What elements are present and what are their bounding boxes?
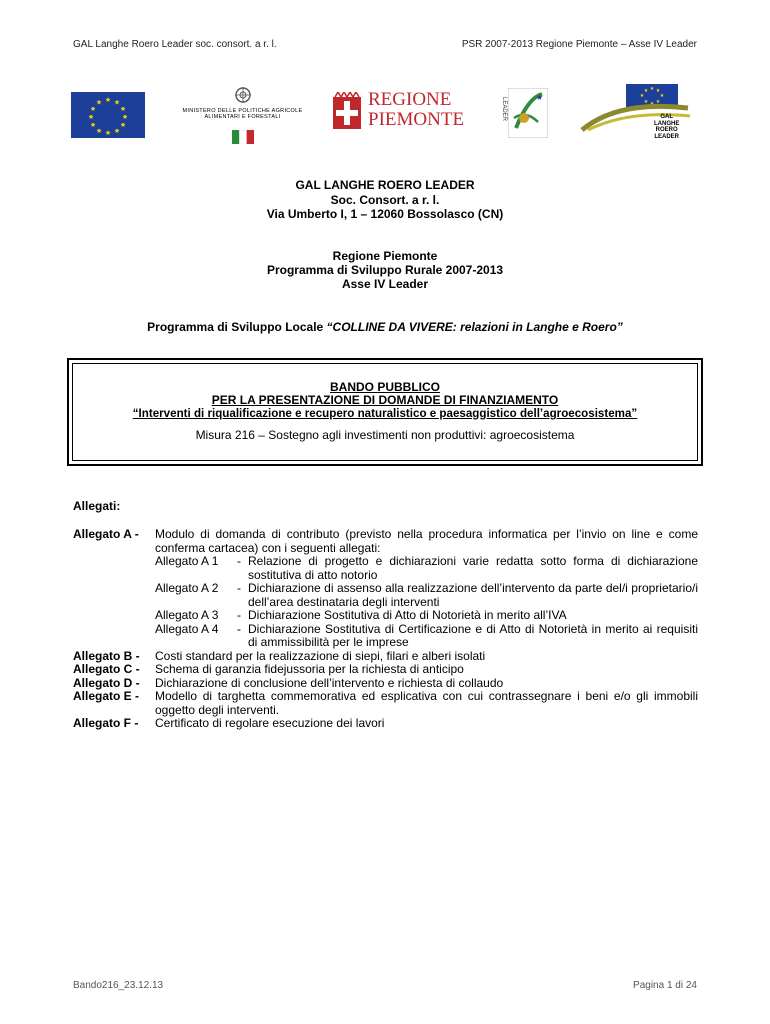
- running-header-right: PSR 2007-2013 Regione Piemonte – Asse IV Leader: [461, 39, 697, 50]
- bando-line3: “Interventi di riqualificazione e recupero naturalistico e paesaggistico dell’agroecosistema”: [132, 407, 638, 420]
- svg-text:★: ★: [655, 88, 661, 94]
- sub-allegato-text: Dichiarazione Sostitutiva di Atto di Notorietà in merito all’IVA: [248, 608, 567, 622]
- allegato-text: Modello di targhetta commemorativa ed esplicativa con cui contrassegnare i beni e/o gli immobili oggetto degli interventi.: [155, 689, 698, 717]
- allegato-text: Dichiarazione di conclusione dell’intervento e richiesta di collaudo: [155, 675, 504, 690]
- svg-text:★: ★: [95, 98, 103, 107]
- bando-inner-frame: [72, 363, 698, 461]
- gal-line4: LEADER: [654, 133, 679, 140]
- svg-text:★: ★: [639, 93, 645, 99]
- gal-line1: GAL: [660, 114, 673, 120]
- svg-text:★: ★: [121, 113, 129, 121]
- svg-text:★: ★: [104, 96, 112, 104]
- italian-flag-icon: [232, 130, 254, 144]
- svg-text:★: ★: [655, 99, 661, 105]
- svg-text:★: ★: [649, 101, 655, 107]
- gal-mark-icon: [578, 82, 698, 132]
- sub-allegato-dash: -: [237, 554, 241, 568]
- sub-allegato: [155, 609, 698, 623]
- svg-text:★: ★: [113, 127, 121, 135]
- allegato-label: Allegato A -: [73, 527, 139, 541]
- allegato-text: Schema di garanzia fidejussoria per la richiesta di anticipo: [155, 662, 464, 676]
- region-name: Regione Piemonte: [332, 249, 438, 263]
- axis-name: Asse IV Leader: [341, 277, 429, 291]
- svg-text:★: ★: [659, 93, 665, 99]
- allegato-f: [73, 717, 698, 731]
- org-name: GAL LANGHE ROERO LEADER: [295, 178, 475, 192]
- allegato-label: Allegato B -: [73, 648, 140, 663]
- sub-allegato: [155, 582, 698, 609]
- leader-mark-icon: [508, 88, 548, 138]
- svg-text:★: ★: [119, 105, 127, 113]
- org-address: Via Umberto I, 1 – 12060 Bossolasco (CN): [266, 207, 504, 221]
- ministero-logo: [175, 86, 310, 148]
- allegato-c: [73, 663, 698, 677]
- regione-line2: PIEMONTE: [368, 109, 465, 130]
- sub-allegato-dash: -: [237, 581, 241, 595]
- gal-line3: ROERO: [655, 127, 678, 133]
- sub-allegato-label: Allegato A 3: [155, 608, 219, 622]
- gal-logo: [578, 82, 698, 148]
- allegato-a: [73, 528, 698, 555]
- emblem-icon: [234, 86, 252, 104]
- sub-allegato-text: Relazione di progetto e dichiarazioni varie redatta sotto forma di dichiarazione sostitutiva di atto notorio: [248, 554, 698, 582]
- svg-text:★: ★: [113, 98, 121, 107]
- allegati-heading: Allegati:: [73, 499, 121, 513]
- footer-filename: Bando216_23.12.13: [73, 980, 164, 991]
- logo-strip: [0, 80, 770, 148]
- local-program: [0, 320, 770, 335]
- allegato-text: Certificato di regolare esecuzione dei lavori: [155, 716, 385, 730]
- svg-text:★: ★: [95, 127, 103, 135]
- local-program-name: “COLLINE DA VIVERE: relazioni in Langhe e Roero”: [326, 320, 623, 334]
- svg-text:★: ★: [89, 105, 97, 113]
- program-name: Programma di Sviluppo Rurale 2007-2013: [266, 263, 504, 277]
- svg-text:★: ★: [649, 86, 655, 92]
- bando-line2: PER LA PRESENTAZIONE DI DOMANDE DI FINANZIAMENTO: [211, 393, 559, 407]
- svg-text:★: ★: [643, 99, 649, 105]
- svg-text:★: ★: [643, 88, 649, 94]
- allegato-b: [73, 650, 698, 664]
- footer-page-number: Pagina 1 di 24: [633, 980, 697, 991]
- sub-allegato-label: Allegato A 1: [155, 554, 219, 568]
- regione-crest-icon: [332, 92, 362, 130]
- org-company: Soc. Consort. a r. l.: [330, 193, 440, 207]
- allegato-label: Allegato F -: [73, 716, 139, 730]
- sub-allegato-text: Dichiarazione Sostitutiva di Certificazione e di Atto di Notorietà in merito ai requisiti di ammissibilità per le imprese: [248, 621, 698, 649]
- allegato-text: Modulo di domanda di contributo (previsto nella procedura informatica per l’invio on line e come conferma cartacea) con i seguenti allegati:: [155, 527, 698, 555]
- bando-measure: Misura 216 – Sostegno agli investimenti non produttivi: agroecosistema: [195, 428, 575, 442]
- sub-allegato-dash: -: [237, 608, 241, 622]
- regione-line1: REGIONE: [368, 89, 452, 110]
- sub-allegato-dash: -: [237, 621, 241, 636]
- ministero-line1: MINISTERO DELLE POLITICHE AGRICOLE: [182, 108, 303, 114]
- allegato-label: Allegato D -: [73, 675, 140, 690]
- svg-text:★: ★: [536, 93, 544, 102]
- allegato-label: Allegato E -: [73, 689, 140, 703]
- regione-piemonte-logo: [332, 90, 467, 132]
- gal-line2: LANGHE: [654, 120, 680, 127]
- allegati-list: [73, 528, 698, 731]
- sub-allegato: [155, 623, 698, 650]
- allegato-d: [73, 677, 698, 691]
- local-program-prefix: Programma di Sviluppo Locale: [147, 320, 327, 334]
- leader-text: LEADER: [501, 96, 508, 122]
- allegato-e: [73, 690, 698, 717]
- running-header-left: GAL Langhe Roero Leader soc. consort. a r. l.: [73, 39, 277, 50]
- sub-allegato-label: Allegato A 4: [155, 621, 219, 636]
- eu-flag-logo: [71, 92, 145, 138]
- sub-allegato: [155, 555, 698, 582]
- sub-allegato-label: Allegato A 2: [155, 581, 219, 595]
- ministero-line2: ALIMENTARI E FORESTALI: [204, 114, 281, 120]
- allegato-text: Costi standard per la realizzazione di siepi, filari e alberi isolati: [155, 648, 486, 663]
- svg-text:★: ★: [119, 121, 127, 129]
- sub-allegato-text: Dichiarazione di assenso alla realizzazione dell’intervento da parte del/i proprietario/i dell’area destinataria degli interventi: [248, 581, 698, 609]
- allegato-label: Allegato C -: [73, 662, 140, 676]
- bando-line1: BANDO PUBBLICO: [330, 380, 440, 394]
- leader-logo: [500, 86, 548, 142]
- svg-text:★: ★: [89, 121, 97, 129]
- svg-text:★: ★: [104, 129, 112, 137]
- bando-box: [67, 358, 703, 466]
- svg-text:★: ★: [87, 113, 95, 121]
